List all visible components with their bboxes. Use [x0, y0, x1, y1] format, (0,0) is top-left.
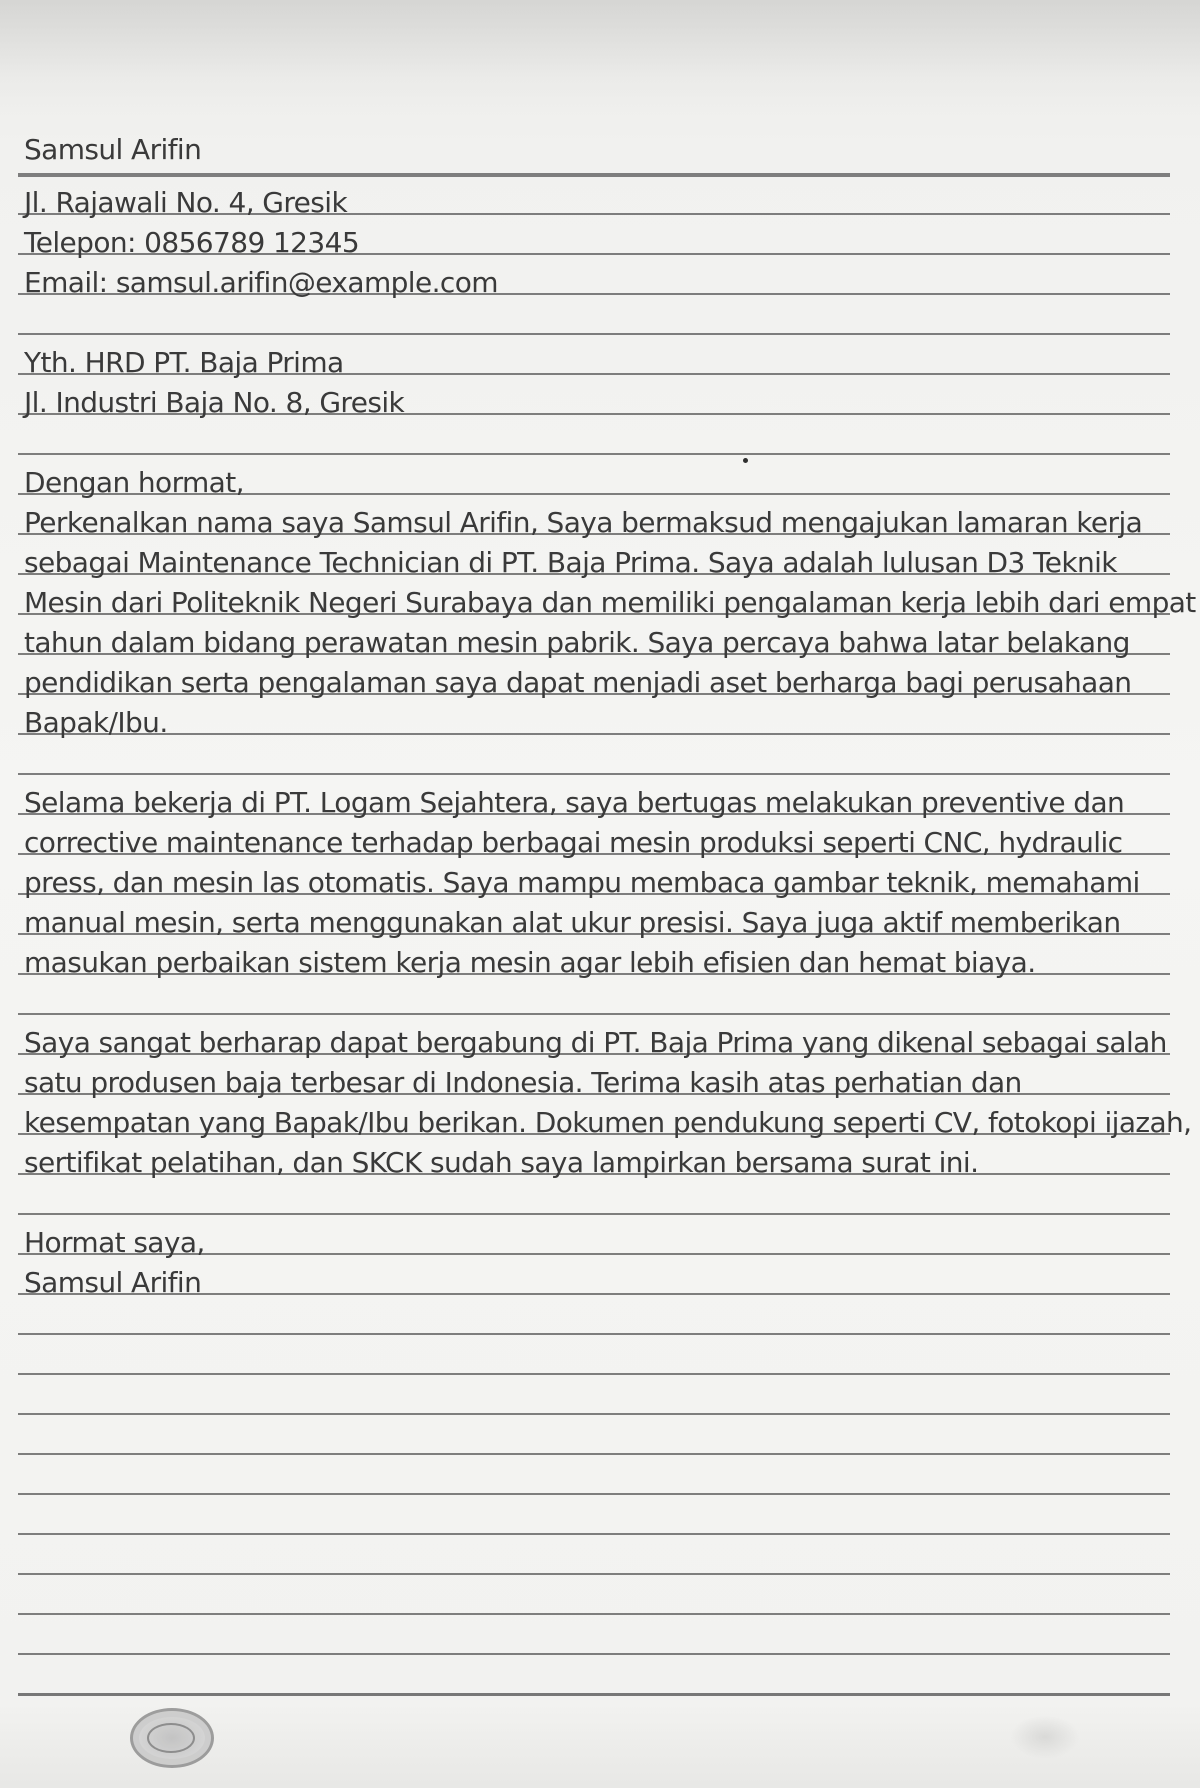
- paragraph-3-line: Saya sangat berharap dapat bergabung di PT. Baja Prima yang dikenal sebagai salah: [24, 1026, 1167, 1059]
- stamp-inner-ring: [147, 1723, 195, 1753]
- ruled-line: [18, 1693, 1170, 1696]
- paper-smudge: [1010, 1715, 1080, 1759]
- paragraph-2-line: masukan perbaikan sistem kerja mesin agar lebih efisien dan hemat biaya.: [24, 946, 1036, 979]
- closing-phrase: Hormat saya,: [24, 1226, 205, 1259]
- ruled-line: [18, 1453, 1170, 1455]
- ruled-line: [18, 1373, 1170, 1375]
- paragraph-1-line: Perkenalkan nama saya Samsul Arifin, Saya bermaksud mengajukan lamaran kerja: [24, 506, 1143, 539]
- top-shadow: [0, 0, 1200, 110]
- salutation: Dengan hormat,: [24, 466, 244, 499]
- sender-email: Email: samsul.arifin@example.com: [24, 266, 498, 299]
- ruled-line: [18, 1653, 1170, 1655]
- ruled-line: [18, 1413, 1170, 1415]
- paragraph-1-line: Bapak/Ibu.: [24, 706, 168, 739]
- paragraph-2-line: manual mesin, serta menggunakan alat ukur presisi. Saya juga aktif memberikan: [24, 906, 1121, 939]
- paragraph-3-line: sertifikat pelatihan, dan SKCK sudah saya lampirkan bersama surat ini.: [24, 1146, 979, 1179]
- paragraph-2-line: press, dan mesin las otomatis. Saya mampu membaca gambar teknik, memahami: [24, 866, 1140, 899]
- paragraph-3-line: satu produsen baja terbesar di Indonesia. Terima kasih atas perhatian dan: [24, 1066, 1022, 1099]
- ruled-line: [18, 1213, 1170, 1215]
- ruled-line: [18, 333, 1170, 335]
- ink-dot: [743, 458, 748, 463]
- sender-address: Jl. Rajawali No. 4, Gresik: [24, 186, 348, 219]
- paragraph-3-line: kesempatan yang Bapak/Ibu berikan. Dokumen pendukung seperti CV, fotokopi ijazah,: [24, 1106, 1192, 1139]
- paragraph-1-line: pendidikan serta pengalaman saya dapat menjadi aset berharga bagi perusahaan: [24, 666, 1132, 699]
- paper-brand-stamp: [130, 1708, 214, 1768]
- ruled-line: [18, 1333, 1170, 1335]
- ruled-line: [18, 453, 1170, 455]
- paragraph-1-line: sebagai Maintenance Technician di PT. Baja Prima. Saya adalah lulusan D3 Teknik: [24, 546, 1117, 579]
- signature-name: Samsul Arifin: [24, 1266, 202, 1299]
- ruled-line: [18, 1613, 1170, 1615]
- recipient-line-1: Yth. HRD PT. Baja Prima: [24, 346, 344, 379]
- ruled-line: [18, 1573, 1170, 1575]
- ruled-line: [18, 1533, 1170, 1535]
- ruled-line: [18, 1013, 1170, 1015]
- ruled-line: [18, 1493, 1170, 1495]
- paragraph-2-line: Selama bekerja di PT. Logam Sejahtera, saya bertugas melakukan preventive dan: [24, 786, 1125, 819]
- paragraph-2-line: corrective maintenance terhadap berbagai mesin produksi seperti CNC, hydraulic: [24, 826, 1123, 859]
- ruled-line: [18, 773, 1170, 775]
- sender-phone: Telepon: 0856789 12345: [24, 226, 360, 259]
- ruled-line: [18, 173, 1170, 177]
- sender-name: Samsul Arifin: [24, 133, 202, 166]
- paragraph-1-line: tahun dalam bidang perawatan mesin pabrik. Saya percaya bahwa latar belakang: [24, 626, 1130, 659]
- paragraph-1-line: Mesin dari Politeknik Negeri Surabaya dan memiliki pengalaman kerja lebih dari empat: [24, 586, 1196, 619]
- recipient-line-2: Jl. Industri Baja No. 8, Gresik: [24, 386, 405, 419]
